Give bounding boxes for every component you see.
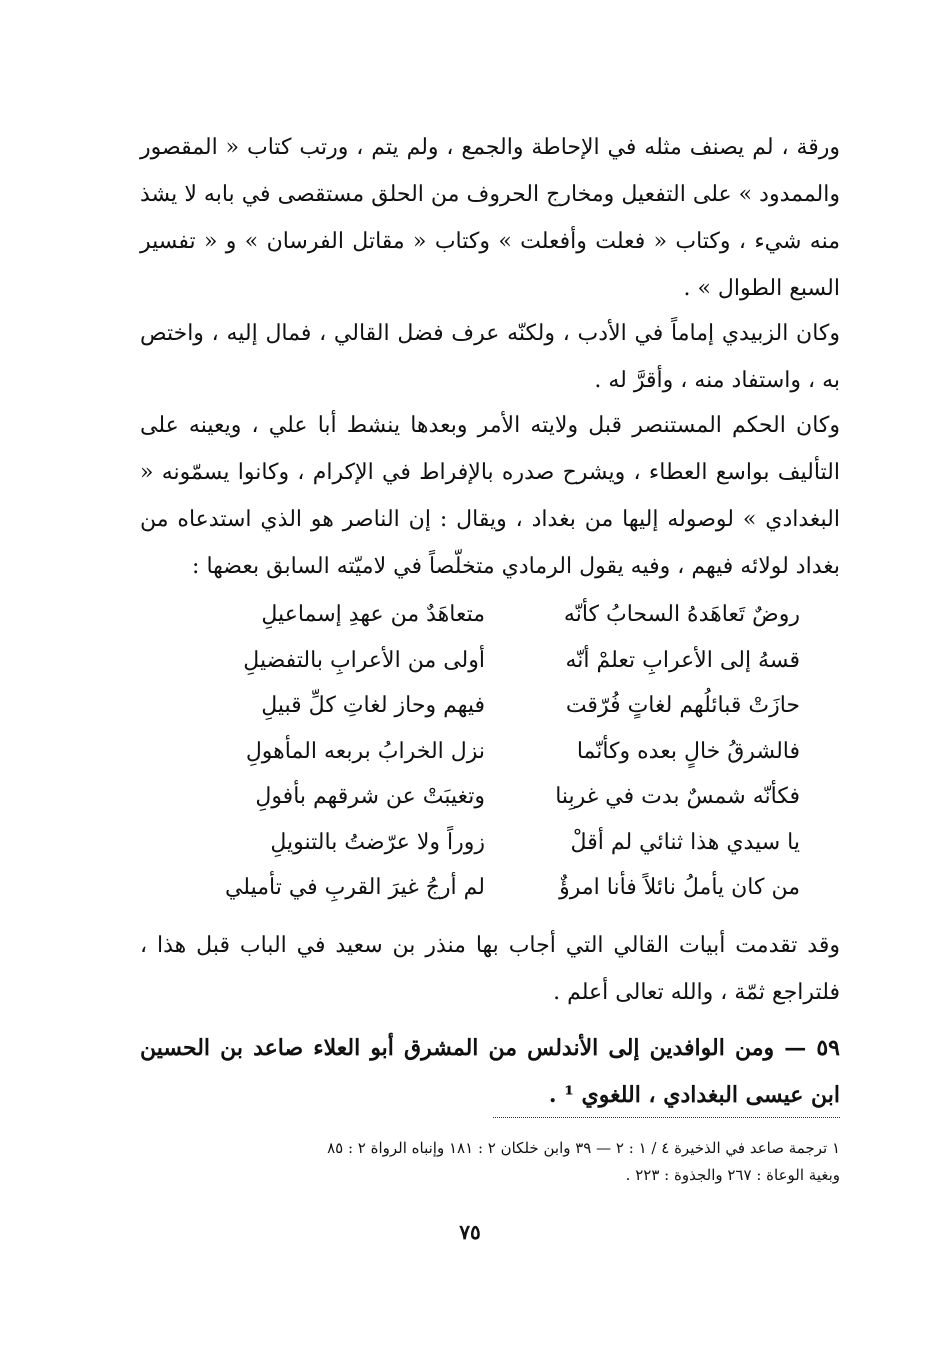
poem-verse [185, 774, 800, 820]
verse-second-hemistich: أولى من الأعرابِ بالتفضيلِ [243, 647, 485, 673]
verse-first-hemistich: من كان يأملُ نائلاً فأنا امرؤٌ [559, 875, 800, 901]
verse-first-hemistich: قسهُ إلى الأعرابِ تعلمْ أنّه [565, 647, 800, 673]
page-number: ٧٥ [459, 1220, 481, 1244]
footnote-line: ١ ترجمة صاعد في الذخيرة ٤ / ١ : ٢ — ٣٩ وابن خلكان ٢ : ١٨١ وإنباه الرواة ٢ : ٨٥ [327, 1139, 840, 1157]
poem-verse [185, 683, 800, 729]
verse-first-hemistich: يا سيدي هذا ثنائي لم أقلْ [570, 829, 800, 855]
paragraph-books: ورقة ، لم يصنف مثله في الإحاطة والجمع ، ولم يتم ، ورتب كتاب « المقصور والممدود » على التفعيل ومخارج الحروف من الحلق مستقصى في بابه لا يشذ منه شيء ، وكتاب « فعلت وأفعلت » وكتاب « مقاتل الفرسان » و « تفسير السبع الطوال » . [140, 135, 841, 301]
paragraph-qali-verses: وقد تقدمت أبيات القالي التي أجاب بها منذر بن سعيد في الباب قبل هذا ، فلتراجع ثمّة ، والله تعالى أعلم . [140, 933, 840, 1005]
poem-verse [185, 729, 800, 775]
footnote-divider [493, 1117, 840, 1118]
footnote-line: وبغية الوعاة : ٢٦٧ والجذوة : ٢٢٣ . [625, 1166, 840, 1184]
verse-first-hemistich: حازَتْ قبائلُهم لغاتٍ فُرّقت [565, 693, 800, 719]
verse-first-hemistich: فالشرقُ خالٍ بعده وكأنّما [576, 738, 800, 764]
verse-first-hemistich: روضٌ تَعاهَدهُ السحابُ كأنّه [563, 602, 800, 628]
verse-second-hemistich: فيهم وحاز لغاتِ كلِّ قبيلِ [261, 693, 485, 719]
poem-verse [185, 865, 800, 911]
verse-second-hemistich: متعاهَدٌ من عهدِ إسماعيلِ [261, 602, 485, 628]
poem-verse [185, 638, 800, 684]
verse-second-hemistich: لم أرجُ غيرَ القربِ في تأميلي [224, 875, 485, 901]
paragraph-hakam: وكان الحكم المستنصر قبل ولايته الأمر وبعدها ينشط أبا علي ، ويعينه على التأليف بواسع العطاء ، ويشرح صدره بالإفراط في الإكرام ، وكانوا يسمّونه « البغدادي » لوصوله إليها من بغداد ، ويقال : إن الناصر هو الذي استدعاه من بغداد لولائه فيهم ، وفيه يقول الرمادي متخلّصاً في لاميّته السابق بعضها : [140, 413, 840, 579]
verse-second-hemistich: نزل الخرابُ بربعه المأهولِ [245, 738, 485, 764]
entry-heading-saeed: ٥٩ — ومن الوافدين إلى الأندلس من المشرق أبو العلاء صاعد بن الحسين ابن عيسى البغدادي ، اللغوي ¹ . [140, 1035, 840, 1108]
footnote [140, 1135, 840, 1189]
poem [185, 592, 800, 911]
paragraph-zubaydi: وكان الزبيدي إماماً في الأدب ، ولكنّه عرف فضل القالي ، فمال إليه ، واختص به ، واستفاد منه ، وأقرَّ له . [140, 321, 840, 393]
verse-second-hemistich: زوراً ولا عرّضتُ بالتنويلِ [270, 829, 485, 855]
verse-second-hemistich: وتغيبَتْ عن شرقهم بأفولِ [255, 784, 485, 810]
poem-verse [185, 820, 800, 866]
poem-verse [185, 592, 800, 638]
verse-first-hemistich: فكأنّه شمسٌ بدت في غربِنا [555, 784, 800, 810]
